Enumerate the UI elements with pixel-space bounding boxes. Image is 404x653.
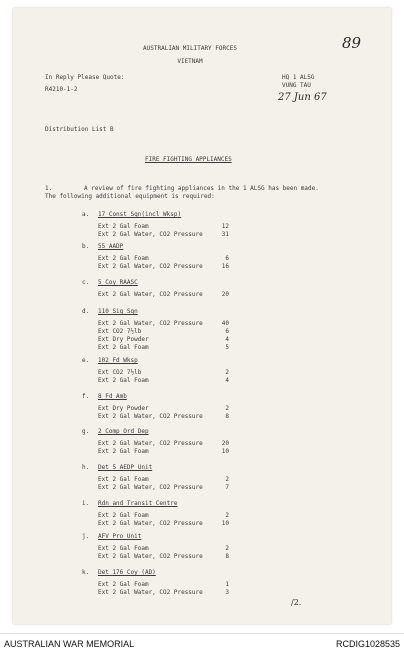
equipment-quantity: 10	[221, 448, 229, 455]
equipment-item: Ext 2 Gal Water, CO2 Pressure	[98, 291, 203, 298]
divider	[0, 633, 404, 634]
equipment-quantity: 7	[225, 484, 229, 491]
equipment-item: Ext 2 Gal Foam	[98, 255, 149, 262]
equipment-quantity: 2	[225, 405, 229, 412]
equipment-quantity: 5	[225, 344, 229, 351]
equipment-quantity: 4	[225, 377, 229, 384]
section-unit: Rdn and Transit Centre	[98, 500, 178, 507]
archive-id: RCDIG1028535	[335, 639, 400, 649]
issuing-unit: HQ 1 ALSG	[282, 74, 315, 81]
page-continuation: /2.	[291, 598, 302, 607]
paragraph-number: 1.	[45, 185, 53, 192]
section-letter: a.	[82, 211, 90, 218]
equipment-quantity: 31	[221, 231, 229, 238]
equipment-quantity: 6	[225, 328, 229, 335]
equipment-quantity: 20	[221, 440, 229, 447]
equipment-quantity: 12	[221, 223, 229, 230]
equipment-item: Ext Dry Powder	[98, 405, 149, 412]
section-letter: e.	[82, 357, 90, 364]
section-letter: i.	[82, 500, 90, 507]
section-unit: AFV Pro Unit	[98, 533, 142, 540]
paragraph-text: The following additional equipment is required:	[45, 193, 215, 200]
equipment-item: Ext 2 Gal Water, CO2 Pressure	[98, 589, 203, 596]
equipment-quantity: 3	[225, 589, 229, 596]
equipment-quantity: 1	[225, 581, 229, 588]
document-title: FIRE FIGHTING APPLIANCES	[145, 156, 232, 163]
section-unit: 102 Fd Wksp	[98, 357, 138, 364]
equipment-quantity: 16	[221, 263, 229, 270]
equipment-item: Ext 2 Gal Water, CO2 Pressure	[98, 553, 203, 560]
issuing-place: VUNG TAU	[282, 82, 311, 89]
equipment-item: Ext 2 Gal Foam	[98, 476, 149, 483]
equipment-item: Ext 2 Gal Foam	[98, 344, 149, 351]
org-heading: AUSTRALIAN MILITARY FORCES	[143, 45, 237, 52]
section-letter: f.	[82, 393, 90, 400]
reference-number: R4210-1-2	[45, 86, 78, 93]
section-unit: Det 5 AEDP Unit	[98, 464, 153, 471]
equipment-quantity: 6	[225, 255, 229, 262]
section-unit: Det 176 Coy (AD)	[98, 569, 156, 576]
equipment-item: Ext 2 Gal Water, CO2 Pressure	[98, 520, 203, 527]
document-date: 27 Jun 67	[278, 92, 327, 103]
equipment-item: Ext 2 Gal Water, CO2 Pressure	[98, 484, 203, 491]
equipment-quantity: 2	[225, 512, 229, 519]
equipment-quantity: 8	[225, 553, 229, 560]
equipment-item: Ext 2 Gal Foam	[98, 512, 149, 519]
equipment-quantity: 10	[221, 520, 229, 527]
file-mark: 89	[342, 34, 362, 52]
section-letter: j.	[82, 533, 90, 540]
section-unit: 2 Comp Ord Dep	[98, 428, 149, 435]
document-page	[13, 8, 391, 624]
section-unit: 5 Coy RAASC	[98, 279, 138, 286]
paragraph-text: A review of fire fighting appliances in the 1 ALSG has been made.	[84, 185, 319, 192]
section-letter: d.	[82, 308, 90, 315]
equipment-item: Ext 2 Gal Water, CO2 Pressure	[98, 413, 203, 420]
equipment-quantity: 2	[225, 476, 229, 483]
location-heading: VIETNAM	[177, 58, 203, 65]
equipment-quantity: 20	[221, 291, 229, 298]
equipment-item: Ext 2 Gal Foam	[98, 448, 149, 455]
equipment-item: Ext 2 Gal Water, CO2 Pressure	[98, 263, 203, 270]
distribution-list: Distribution List B	[45, 126, 114, 133]
equipment-item: Ext 2 Gal Foam	[98, 377, 149, 384]
equipment-item: Ext 2 Gal Water, CO2 Pressure	[98, 440, 203, 447]
archive-name: AUSTRALIAN WAR MEMORIAL	[4, 639, 135, 649]
section-unit: 17 Const Sqn(incl Wksp)	[98, 211, 182, 218]
equipment-quantity: 2	[225, 545, 229, 552]
equipment-quantity: 40	[221, 320, 229, 327]
equipment-item: Ext 2 Gal Foam	[98, 545, 149, 552]
section-letter: b.	[82, 243, 90, 250]
section-unit: 110 Sig Sqn	[98, 308, 138, 315]
section-unit: 8 Fd Amb	[98, 393, 127, 400]
equipment-item: Ext 2 Gal Foam	[98, 223, 149, 230]
section-letter: c.	[82, 279, 90, 286]
equipment-quantity: 8	[225, 413, 229, 420]
equipment-item: Ext 2 Gal Foam	[98, 581, 149, 588]
equipment-quantity: 4	[225, 336, 229, 343]
section-letter: h.	[82, 464, 90, 471]
equipment-item: Ext 2 Gal Water, CO2 Pressure	[98, 231, 203, 238]
equipment-item: Ext CO2 7½lb	[98, 369, 142, 376]
section-letter: k.	[82, 569, 90, 576]
equipment-quantity: 2	[225, 369, 229, 376]
quote-label: In Reply Please Quote:	[45, 74, 125, 81]
section-letter: g.	[82, 428, 90, 435]
section-unit: 55 AADP	[98, 243, 124, 250]
equipment-item: Ext 2 Gal Water, CO2 Pressure	[98, 320, 203, 327]
equipment-item: Ext CO2 7½lb	[98, 328, 142, 335]
equipment-item: Ext Dry Powder	[98, 336, 149, 343]
